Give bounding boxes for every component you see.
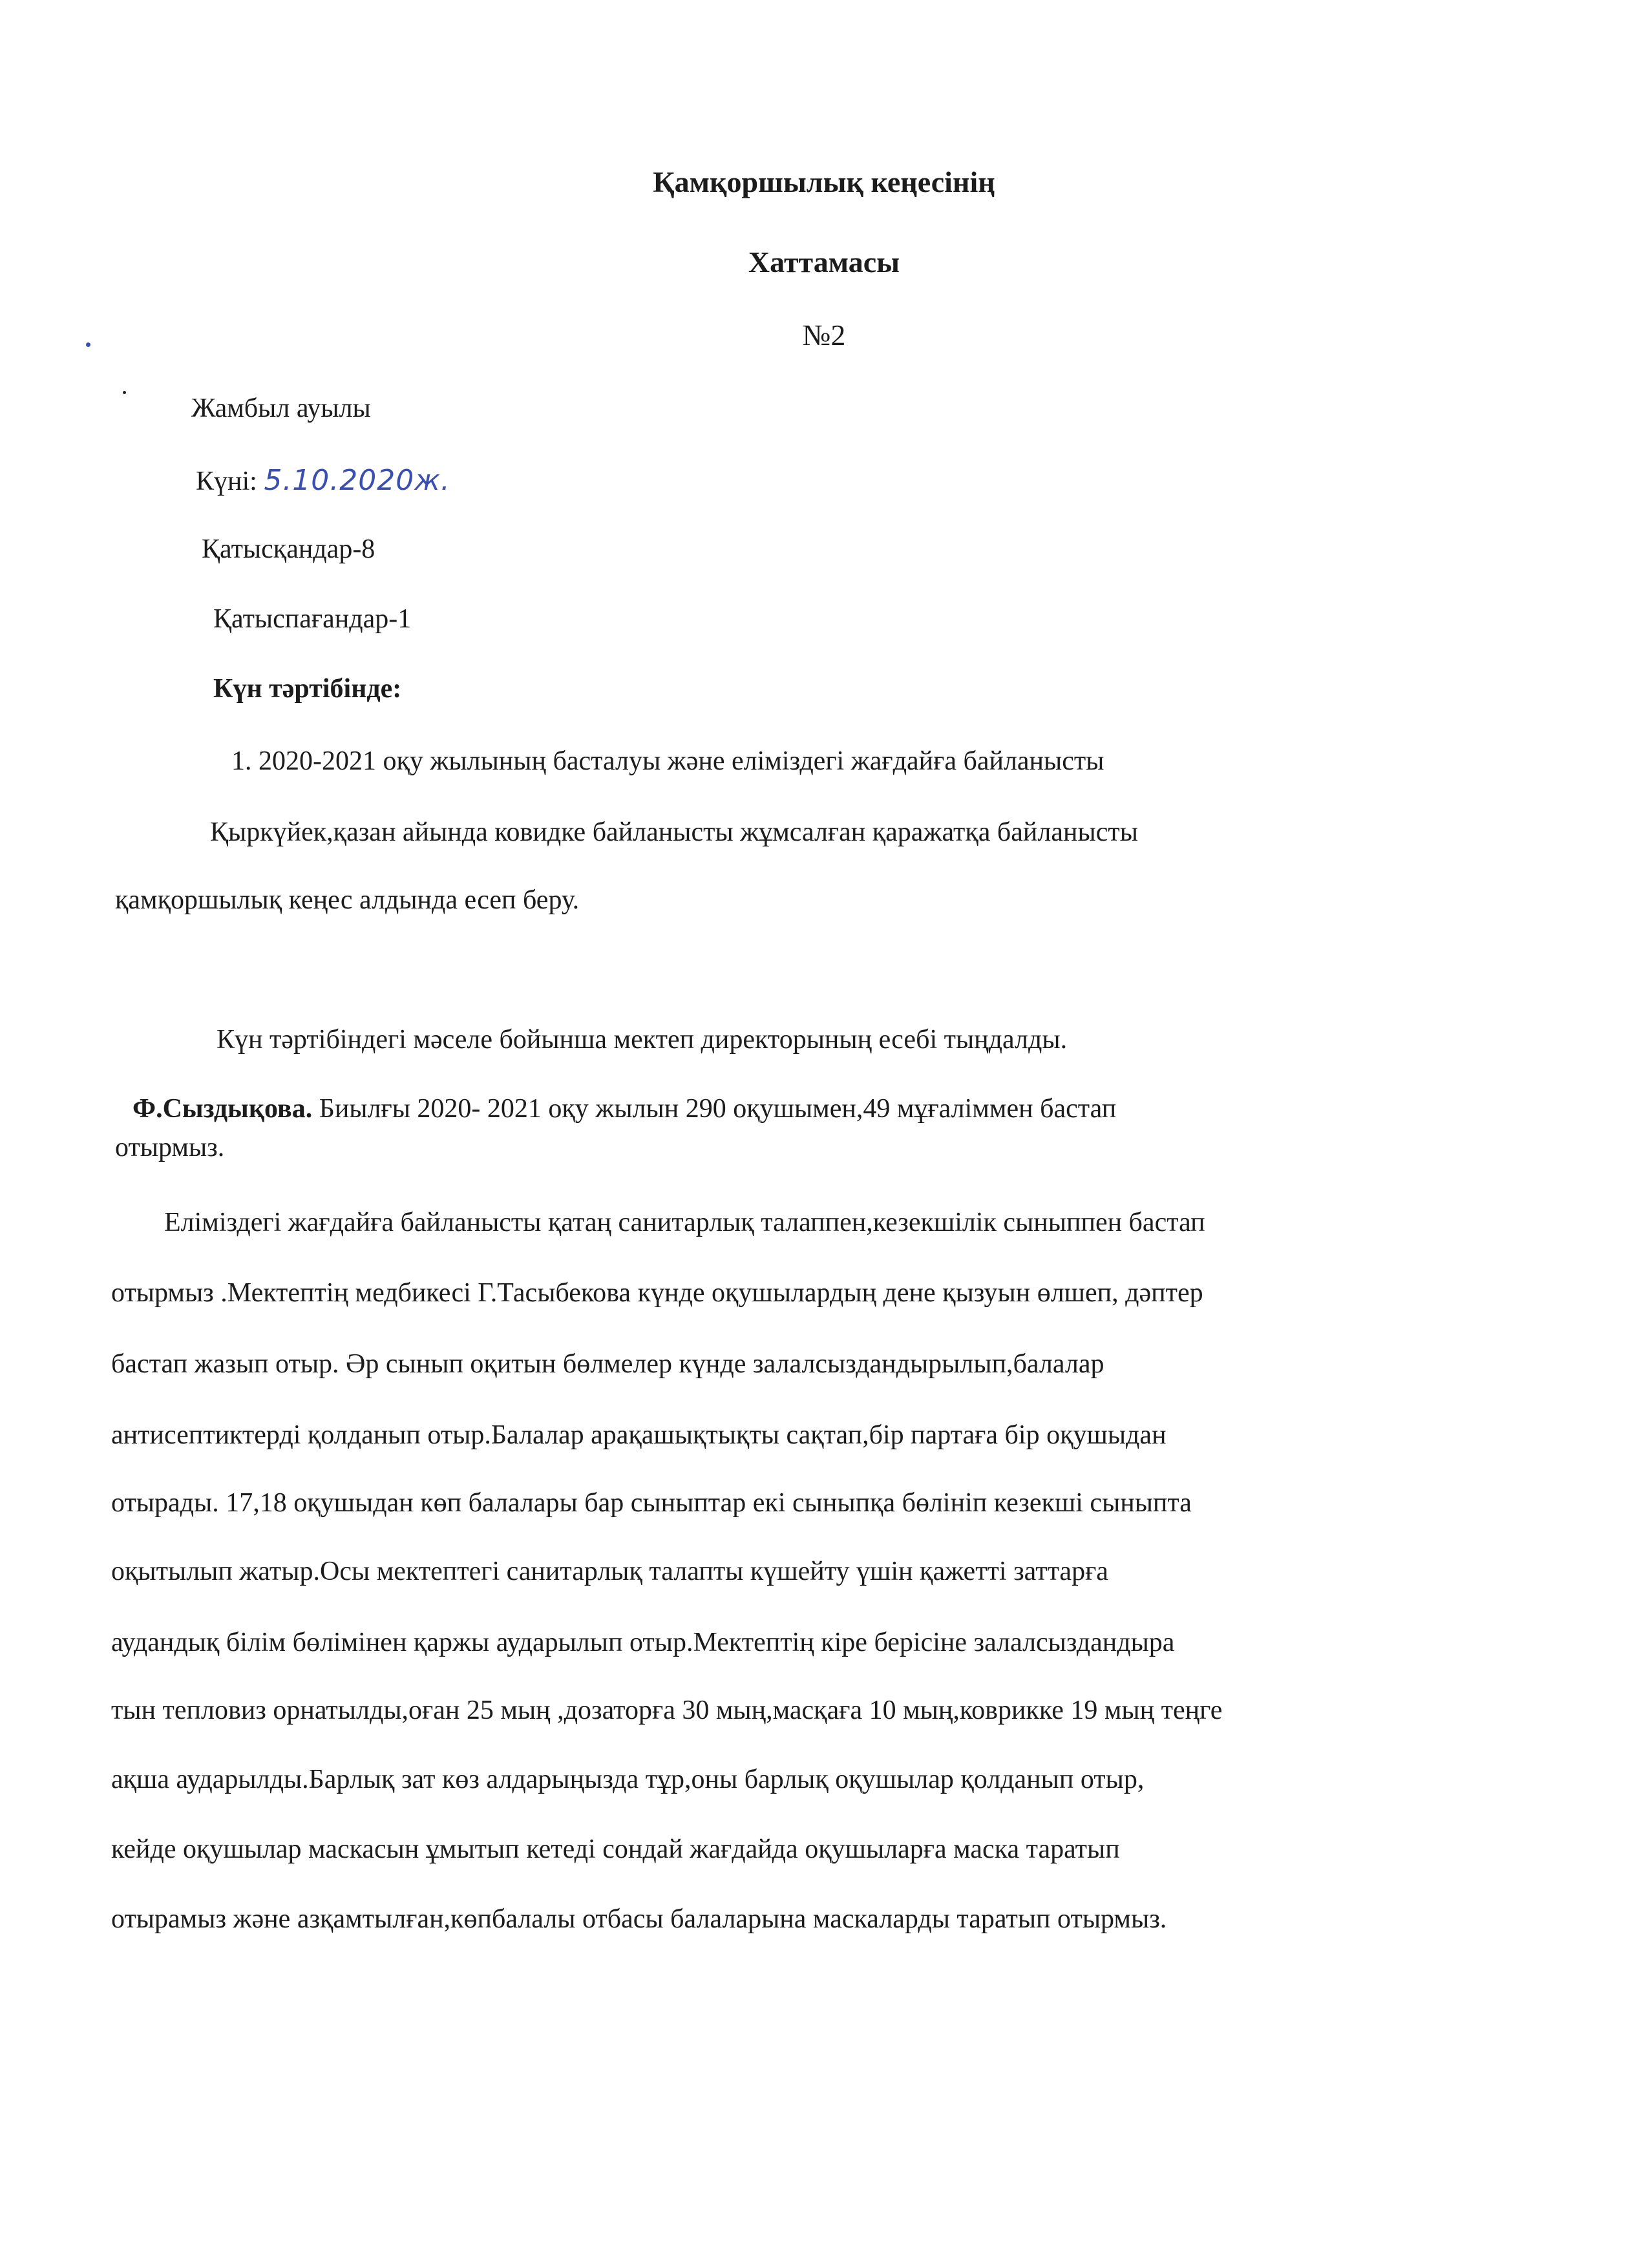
ink-speck <box>123 391 126 394</box>
date-handwritten: 5.10.2020ж. <box>264 464 450 497</box>
paragraph-line: отырамыз және азқамтылған,көпбалалы отбасы балаларына маскаларды таратып отырмыз. <box>111 1904 1167 1934</box>
agenda-item-1-cont: Қыркүйек,қазан айында ковидке байланысты жұмсалған қаражатқа байланысты <box>210 817 1138 847</box>
paragraph-line: бастап жазып отыр. Әр сынып оқитын бөлмелер күнде залалсыздандырылып,балалар <box>111 1349 1104 1379</box>
agenda-item-1: 1. 2020-2021 оқу жылының басталуы және еліміздегі жағдайға байланысты <box>231 746 1104 776</box>
paragraph-line: тын тепловиз орнатылды,оған 25 мың ,дозаторға 30 мың,масқаға 10 мың,коврикке 19 мың теңге <box>111 1696 1223 1725</box>
document-title: Қамқоршылық кеңесінің <box>653 165 995 198</box>
document-subtitle: Хаттамасы <box>748 246 900 278</box>
paragraph-line: оқытылып жатыр.Осы мектептегі санитарлық талапты күшейту үшін қажетті заттарға <box>111 1557 1108 1586</box>
speech-text: Биылғы 2020- 2021 оқу жылын 290 оқушымен,49 мұғаліммен бастап <box>312 1094 1117 1124</box>
date-line <box>196 464 450 498</box>
protocol-number: №2 <box>802 319 846 352</box>
ink-speck <box>86 342 90 347</box>
agenda-item-1-cont: қамқоршылық кеңес алдында есеп беру. <box>115 885 580 915</box>
paragraph-line: аудандық білім бөлімінен қаржы аударылып отыр.Мектептің кіре берісіне залалсыздандыра <box>111 1628 1175 1657</box>
paragraph-line: Еліміздегі жағдайға байланысты қатаң санитарлық талаппен,кезекшілік сыныппен бастап <box>164 1208 1205 1237</box>
absent-count: Қатыспағандар-1 <box>213 604 412 634</box>
paragraph-line: ақша аударылды.Барлық зат көз алдарыңызда тұр,оны барлық оқушылар қолданып отыр, <box>111 1765 1145 1794</box>
report-intro: Күн тәртібіндегі мәселе бойынша мектеп директорының есебі тыңдалды. <box>217 1025 1068 1055</box>
agenda-heading: Күн тәртібінде: <box>213 674 402 704</box>
speaker-name: Ф.Сыздықова. <box>132 1094 313 1124</box>
present-count: Қатысқандар-8 <box>202 534 375 564</box>
speaker-line <box>132 1092 1116 1126</box>
paragraph-line: кейде оқушылар маскасын ұмытып кетеді сондай жағдайда оқушыларға маска таратып <box>111 1834 1120 1864</box>
speech-text-cont: отырмыз. <box>115 1133 225 1162</box>
paragraph-line: антисептиктерді қолданып отыр.Балалар арақашықтықты сақтап,бір партаға бір оқушыдан <box>111 1420 1167 1450</box>
village-line: Жамбыл ауылы <box>191 394 371 423</box>
paragraph-line: отырмыз .Мектептің медбикесі Г.Тасыбекова күнде оқушылардың дене қызуын өлшеп, дәптер <box>111 1278 1203 1308</box>
date-label: Күні: <box>196 467 257 496</box>
paragraph-line: отырады. 17,18 оқушыдан көп балалары бар сыныптар екі сыныпқа бөлініп кезекші сыныпта <box>111 1488 1192 1518</box>
